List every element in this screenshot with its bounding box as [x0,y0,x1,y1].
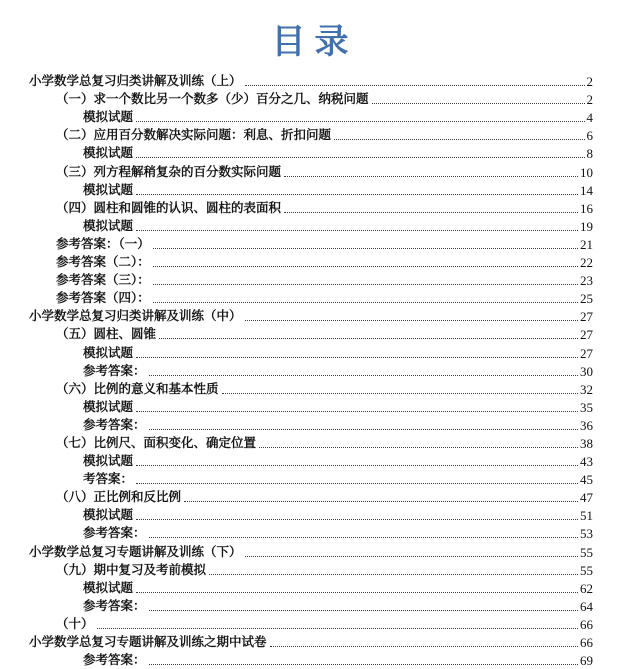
toc-entry[interactable] [0,199,629,217]
toc-entry[interactable] [0,235,629,253]
toc-entry[interactable] [0,325,629,343]
dot-leader [270,646,578,647]
toc-entry[interactable] [0,126,629,144]
dot-leader [136,157,584,158]
toc-entry[interactable] [0,542,629,560]
dot-leader [284,212,578,213]
dot-leader [222,393,578,394]
dot-leader [153,284,578,285]
toc-entry-text: （四）圆柱和圆锥的认识、圆柱的表面积 [56,200,282,215]
toc-entry-text: （三）列方程解稍复杂的百分数实际问题 [56,164,282,179]
toc-entry-page: 10 [580,164,593,180]
toc-entry-page: 22 [580,255,593,271]
dot-leader [136,483,578,484]
toc-entry-page: 47 [580,490,593,506]
dot-leader [136,357,578,358]
toc-entry-page: 35 [580,399,593,415]
toc-entry-page: 19 [580,218,593,234]
toc-entry-text: 小学数学总复习归类讲解及训练（上） [29,74,242,89]
toc-entry-text: 参考答案（二）： [56,255,150,270]
dot-leader [97,628,578,629]
toc-entry[interactable] [0,289,629,307]
toc-entry-text: 考答案： [83,472,134,487]
toc-entry[interactable] [0,380,629,398]
toc-entry-text: 模拟试题 [83,580,134,595]
toc-entry-text: 参考答案： [83,653,146,668]
toc-entry[interactable] [0,217,629,235]
toc-entry-page: 2 [586,92,593,108]
toc-entry-text: 小学数学总复习专题讲解及训练之期中试卷 [29,635,267,649]
dot-leader [136,592,578,593]
toc-entry-text: 模拟试题 [83,182,134,197]
toc-entry[interactable] [0,253,629,271]
toc-entry[interactable] [0,307,629,325]
toc-entry-text: 模拟试题 [83,508,134,523]
dot-leader [209,574,578,575]
toc-entry-text: （八）正比例和反比例 [56,490,182,505]
toc-entry[interactable] [0,144,629,162]
toc-entry-text: 参考答案： [83,526,146,541]
toc-entry[interactable] [0,597,629,615]
toc-entry[interactable] [0,452,629,470]
toc-entry-page: 23 [580,273,593,289]
toc-list [0,72,629,669]
toc-entry-text: 参考答案： [83,363,146,378]
toc-entry-text: （六）比例的意义和基本性质 [56,381,219,396]
toc-entry[interactable] [0,162,629,180]
dot-leader [149,537,578,538]
dot-leader [136,519,578,520]
toc-entry-text: （二）应用百分数解决实际问题：利息、折扣问题 [56,128,332,143]
toc-entry-page: 25 [580,291,593,307]
toc-entry-text: 模拟试题 [83,454,134,469]
toc-entry-text: （七）比例尺、面积变化、确定位置 [56,435,257,450]
toc-entry-text: 参考答案： [83,598,146,613]
toc-entry-text: （一）求一个数比另一个数多（少）百分之几、纳税问题 [56,92,369,107]
toc-entry[interactable] [0,398,629,416]
toc-entry[interactable] [0,108,629,126]
dot-leader [245,320,578,321]
toc-entry-text: （九）期中复习及考前模拟 [56,562,207,577]
dot-leader [149,375,578,376]
toc-entry[interactable] [0,271,629,289]
toc-entry[interactable] [0,524,629,542]
toc-entry-page: 66 [580,616,593,632]
dot-leader [136,465,578,466]
toc-entry[interactable] [0,506,629,524]
dot-leader [153,266,578,267]
dot-leader [149,429,578,430]
toc-entry-page: 16 [580,200,593,216]
toc-entry[interactable] [0,90,629,108]
dot-leader [245,85,585,86]
toc-entry[interactable] [0,488,629,506]
dot-leader [334,139,584,140]
toc-entry-page: 27 [580,309,593,325]
toc-entry[interactable] [0,343,629,361]
dot-leader [245,556,578,557]
dot-leader [149,664,578,665]
toc-entry-text: 参考答案： [83,417,146,432]
toc-entry-text: 参考答案：（一） [56,236,150,251]
toc-entry-text: 模拟试题 [83,345,134,360]
toc-entry[interactable] [0,470,629,488]
toc-entry[interactable] [0,434,629,452]
toc-entry-page: 27 [580,327,593,343]
toc-entry-text: 参考答案（三）： [56,273,150,288]
toc-entry-page: 43 [580,454,593,470]
dot-leader [153,248,578,249]
toc-entry-page: 66 [580,635,593,650]
dot-leader [136,194,578,195]
toc-entry-page: 36 [580,417,593,433]
toc-entry-text: 小学数学总复习专题讲解及训练（下） [29,544,242,559]
toc-entry-page: 64 [580,598,593,614]
toc-entry[interactable] [0,633,629,651]
dot-leader [284,176,578,177]
toc-entry[interactable] [0,651,629,669]
dot-leader [159,338,578,339]
dot-leader [184,501,578,502]
toc-entry[interactable] [0,181,629,199]
toc-entry[interactable] [0,416,629,434]
dot-leader [372,103,585,104]
toc-entry-page: 27 [580,345,593,361]
dot-leader [259,447,578,448]
toc-entry-page: 14 [580,182,593,198]
dot-leader [153,302,578,303]
toc-entry-text: （五）圆柱、圆锥 [56,327,157,342]
toc-entry-text: 模拟试题 [83,218,134,233]
toc-entry-page: 32 [580,381,593,397]
dot-leader [136,230,578,231]
toc-entry[interactable] [0,72,629,90]
toc-entry-page: 55 [580,562,593,578]
toc-entry-page: 6 [586,128,593,144]
toc-entry-text: 参考答案（四）： [56,291,150,306]
toc-entry-text: 模拟试题 [83,110,134,125]
toc-entry[interactable] [0,579,629,597]
toc-entry-page: 4 [586,110,593,126]
toc-entry-page: 69 [580,653,593,669]
toc-entry-page: 55 [580,544,593,560]
toc-entry-page: 45 [580,472,593,488]
toc-entry[interactable] [0,615,629,633]
toc-entry-text: （十） [56,616,94,631]
dot-leader [136,121,584,122]
toc-entry-page: 53 [580,526,593,542]
toc-entry-page: 2 [586,74,593,90]
dot-leader [136,411,578,412]
toc-entry-page: 51 [580,508,593,524]
toc-entry-text: 模拟试题 [83,146,134,161]
page-title: 目录 [271,22,358,62]
toc-entry-page: 38 [580,435,593,451]
toc-entry-page: 30 [580,363,593,379]
toc-entry[interactable] [0,362,629,380]
toc-entry[interactable] [0,561,629,579]
dot-leader [149,610,578,611]
toc-entry-page: 62 [580,580,593,596]
toc-entry-page: 8 [586,146,593,162]
toc-entry-page: 21 [580,236,593,252]
toc-entry-text: 小学数学总复习归类讲解及训练（中） [29,309,242,324]
toc-entry-text: 模拟试题 [83,399,134,414]
